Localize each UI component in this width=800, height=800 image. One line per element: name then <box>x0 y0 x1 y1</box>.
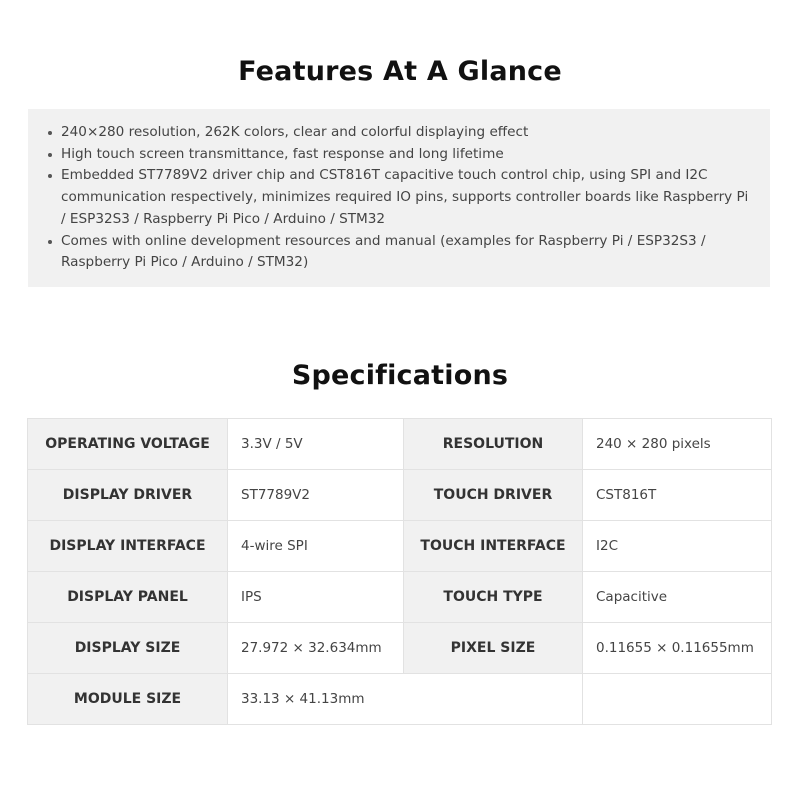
spec-label: DISPLAY DRIVER <box>28 470 228 521</box>
spec-label: DISPLAY PANEL <box>28 572 228 623</box>
spec-value: 27.972 × 32.634mm <box>228 623 404 674</box>
spec-value: 33.13 × 41.13mm <box>228 674 404 725</box>
spec-label: RESOLUTION <box>404 419 583 470</box>
spec-value: CST816T <box>583 470 772 521</box>
spec-value: 3.3V / 5V <box>228 419 404 470</box>
features-list <box>48 122 750 274</box>
features-box <box>28 109 770 287</box>
table-row <box>28 623 772 674</box>
table-row <box>28 470 772 521</box>
features-title: Features At A Glance <box>238 56 562 87</box>
feature-item: Comes with online development resources and manual (examples for Raspberry Pi / ESP32S3 / Raspberry Pi Pico / Arduino / STM32) <box>48 231 750 274</box>
spec-value: 240 × 280 pixels <box>583 419 772 470</box>
spec-label: DISPLAY SIZE <box>28 623 228 674</box>
feature-item: 240×280 resolution, 262K colors, clear and colorful displaying effect <box>48 122 750 144</box>
spec-label: PIXEL SIZE <box>404 623 583 674</box>
empty-cell <box>404 674 583 725</box>
feature-item: High touch screen transmittance, fast response and long lifetime <box>48 144 750 166</box>
spec-value: 4-wire SPI <box>228 521 404 572</box>
spec-label: TOUCH TYPE <box>404 572 583 623</box>
feature-item: Embedded ST7789V2 driver chip and CST816T capacitive touch control chip, using SPI and I2C communication respectively, minimizes required IO pins, supports controller boards like Raspberry Pi / ESP32S3 / Raspberry Pi Pico / Arduino / STM32 <box>48 165 750 230</box>
spec-value: ST7789V2 <box>228 470 404 521</box>
table-row <box>28 419 772 470</box>
table-row <box>28 572 772 623</box>
specifications-table <box>27 418 772 725</box>
empty-cell <box>583 674 772 725</box>
spec-label: MODULE SIZE <box>28 674 228 725</box>
spec-value: Capacitive <box>583 572 772 623</box>
spec-value: 0.11655 × 0.11655mm <box>583 623 772 674</box>
spec-value: IPS <box>228 572 404 623</box>
spec-label: TOUCH DRIVER <box>404 470 583 521</box>
specifications-title: Specifications <box>291 360 509 391</box>
spec-value: I2C <box>583 521 772 572</box>
spec-label: TOUCH INTERFACE <box>404 521 583 572</box>
spec-label: DISPLAY INTERFACE <box>28 521 228 572</box>
table-row <box>28 674 772 725</box>
table-row <box>28 521 772 572</box>
spec-label: OPERATING VOLTAGE <box>28 419 228 470</box>
